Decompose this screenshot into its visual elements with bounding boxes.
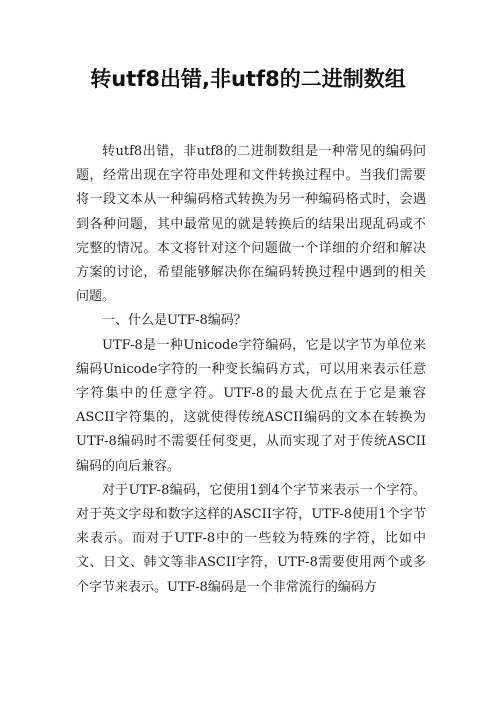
document-body <box>76 140 426 600</box>
document-title: 转utf8出错,非utf8的二进制数组 <box>90 67 406 91</box>
section-heading: 一、什么是UTF-8编码？ <box>102 313 247 329</box>
intro-paragraph: 转utf8出错，非utf8的二进制数组是一种常见的编码问题，经常出现在字符串处理和文件转换过程中。当我们需要将一段文本从一种编码格式转换为另一种编码格式时，会遇到各种问题，其中最常见的就是转换后的结果出现乱码或不完整的情况。本文将针对这个问题做一个详细的介绍和解决方案的讨论，希望能够解决你在编码转换过程中遇到的相关问题。 <box>76 144 426 305</box>
utf8-bytes-paragraph: 对于UTF-8编码，它使用1到4个字节来表示一个字符。对于英文字母和数字这样的ASCII字符，UTF-8使用1个字节来表示。而对于UTF-8中的一些较为特殊的字符，比如中文、日文、韩文等非ASCII字符，UTF-8需要使用两个或多个字节来表示。UTF-8编码是一个非常流行的编码方 <box>76 482 426 595</box>
utf8-definition-paragraph: UTF-8是一种Unicode字符编码，它是以字节为单位来编码Unicode字符的一种变长编码方式，可以用来表示任意字符集中的任意字符。UTF-8的最大优点在于它是兼容ASCII字符集的，这就使得传统ASCII编码的文本在转换为UTF-8编码时不需要任何变更，从而实现了对于传统ASCII编码的向后兼容。 <box>76 337 426 474</box>
